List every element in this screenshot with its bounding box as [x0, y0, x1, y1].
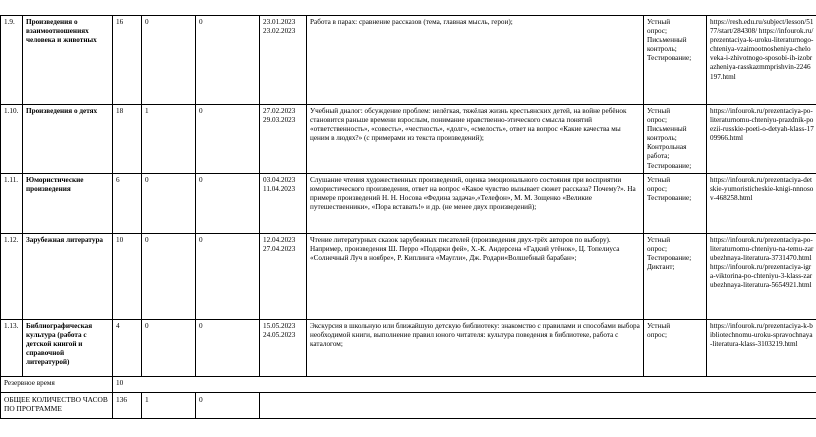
total-hours: 6 — [113, 173, 142, 233]
date: 29.03.2023 — [263, 116, 296, 125]
table-row — [1, 319, 816, 376]
row-number: 1.12. — [1, 233, 23, 319]
date: 12.04.2023 — [263, 235, 296, 244]
control-hours: 0 — [142, 233, 196, 319]
assessment-form: опрос; — [647, 244, 667, 253]
activities-text: Экскурсия в школьную или ближайшую детскую библиотеку: знакомство с правилами и способами выбора необходимой книги, выполнение правил юного читателя: культура поведения в библиотеке, работа с каталогом; — [307, 319, 644, 376]
activities-text: Учебный диалог: обсуждение проблем: нелёгкая, тяжёлая жизнь крестьянских детей, на войне ребёнок становится раньше времени взрослым, понимание нравственно-этического смысла понятий «ответственность», «совесть», «честность», «долг», «смелость», ответ на вопрос «Какие качества мы ценим в людях?» (с примерами из текста произведений); — [307, 105, 644, 174]
topic-title: Юмористические произведения — [23, 173, 113, 233]
totals-control: 1 — [142, 392, 196, 418]
date: 03.04.2023 — [263, 175, 296, 184]
assessment-form: опрос; — [647, 330, 667, 339]
row-number: 1.11. — [1, 173, 23, 233]
assessment-form: контроль; — [647, 45, 677, 54]
assessment-form: Диктант; — [647, 262, 675, 271]
assessment-form: работа; — [647, 152, 670, 161]
assessment-form: Тестирование; — [647, 54, 692, 63]
row-number: 1.10. — [1, 105, 23, 174]
control-hours: 0 — [142, 16, 196, 105]
practical-hours: 0 — [196, 173, 260, 233]
date: 15.05.2023 — [263, 321, 296, 330]
assessment-form: Устный — [647, 175, 671, 184]
resource-links[interactable]: https://infourok.ru/prezentaciya-po-literaturnomu-chteniyu-prazdnik-poezii-russkie-poeti-o-detyah-klass-1709966.html — [707, 105, 816, 174]
assessment-form: Тестирование; — [647, 193, 692, 202]
total-hours: 18 — [113, 105, 142, 174]
topic-title: Произведения о детях — [23, 105, 113, 174]
topic-title: Зарубежная литература — [23, 233, 113, 319]
date: 23.02.2023 — [263, 27, 296, 36]
total-hours: 4 — [113, 319, 142, 376]
assessment-forms — [644, 105, 707, 174]
assessment-forms — [644, 16, 707, 105]
control-hours: 0 — [142, 173, 196, 233]
assessment-form: опрос; — [647, 184, 667, 193]
row-number: 1.13. — [1, 319, 23, 376]
study-dates — [260, 173, 307, 233]
reserve-label: Резервное время — [1, 376, 113, 392]
table-row — [1, 173, 816, 233]
topic-title: Произведения о взаимоотношениях человека и животных — [23, 16, 113, 105]
practical-hours: 0 — [196, 105, 260, 174]
assessment-form: Устный — [647, 107, 671, 115]
practical-hours: 0 — [196, 319, 260, 376]
assessment-form: Устный — [647, 18, 671, 26]
assessment-form: Письменный — [647, 36, 687, 45]
assessment-forms — [644, 233, 707, 319]
table-row — [1, 233, 816, 319]
assessment-form: опрос; — [647, 27, 667, 36]
date: 11.04.2023 — [263, 184, 296, 193]
study-dates — [260, 105, 307, 174]
date: 27.02.2023 — [263, 107, 296, 115]
topic-title: Библиографическая культура (работа с детской книгой и справочной литературой) — [23, 319, 113, 376]
table-row — [1, 105, 816, 174]
assessment-form: Письменный — [647, 125, 687, 134]
study-dates — [260, 233, 307, 319]
study-dates — [260, 319, 307, 376]
assessment-forms — [644, 319, 707, 376]
resource-links[interactable]: https://infourok.ru/prezentaciya-detskie-yumoristicheskie-knigi-nnnosov-468258.html — [707, 173, 816, 233]
assessment-form: Устный — [647, 235, 671, 244]
assessment-form: контроль; — [647, 134, 677, 143]
reserve-row — [1, 376, 816, 392]
assessment-form: Тестирование; — [647, 161, 692, 170]
control-hours: 1 — [142, 105, 196, 174]
date: 24.05.2023 — [263, 330, 296, 339]
practical-hours: 0 — [196, 233, 260, 319]
resource-links[interactable]: https://infourok.ru/prezentaciya-k-bibliotechnomu-uroku-spravochnaya-literatura-klass-3103219.html — [707, 319, 816, 376]
resource-links[interactable]: https://infourok.ru/prezentaciya-po-literaturnomu-chteniyu-na-temu-zarubezhnaya-literatura-3731470.html https://infourok.ru/prezentaciya-igra-viktorina-po-chteniyu-3-klass-zarubezhnaya-literatura-5654921.html — [707, 233, 816, 319]
totals-row — [1, 392, 816, 418]
resource-links[interactable]: https://resh.edu.ru/subject/lesson/5177/start/284308/ https://infourok.ru/prezentaciya-k-uroku-literaturnogo-chteniya-vzaimootnosheniya-cheloveka-i-zhivotnogo-sposobi-ih-izobrazheniya-rasskazmmprishvin-2246197.html — [707, 16, 816, 105]
assessment-form: Контрольная — [647, 143, 687, 152]
curriculum-table — [0, 15, 816, 419]
assessment-form: опрос; — [647, 116, 667, 125]
totals-hours: 136 — [113, 392, 142, 418]
practical-hours: 0 — [196, 16, 260, 105]
totals-empty — [260, 392, 816, 418]
date: 27.04.2023 — [263, 244, 296, 253]
total-hours: 10 — [113, 233, 142, 319]
totals-label: ОБЩЕЕ КОЛИЧЕСТВО ЧАСОВ ПО ПРОГРАММЕ — [1, 392, 113, 418]
total-hours: 16 — [113, 16, 142, 105]
study-dates — [260, 16, 307, 105]
assessment-form: Тестирование; — [647, 253, 692, 262]
reserve-hours: 10 — [113, 376, 816, 392]
assessment-forms — [644, 173, 707, 233]
assessment-form: Устный — [647, 321, 671, 330]
totals-practical: 0 — [196, 392, 260, 418]
row-number: 1.9. — [1, 16, 23, 105]
date: 23.01.2023 — [263, 18, 296, 26]
activities-text: Чтение литературных сказок зарубежных писателей (произведения двух-трёх авторов по выбору). Например, произведения Ш. Перро «Подарки фей», Х.-К. Андерсена «Гадкий утёнок», Ц. Топелиуса «Солнечный Луч в ноябре», Р. Киплинга «Маугли», Дж. Родари«Волшебный барабан»; — [307, 233, 644, 319]
table-row — [1, 16, 816, 105]
control-hours: 0 — [142, 319, 196, 376]
activities-text: Слушание чтения художественных произведений, оценка эмоционального состояния при восприятии юмористического произведения, ответ на вопрос «Какое чувство вызывает сюжет рассказа? Почему?». На примере произведений Н. Н. Носова «Федина задача»,«Телефон», М. М. Зощенко «Великие путешественники», «Пора вставать!» и др. (не менее двух произведений); — [307, 173, 644, 233]
activities-text: Работа в парах: сравнение рассказов (тема, главная мысль, герои); — [307, 16, 644, 105]
